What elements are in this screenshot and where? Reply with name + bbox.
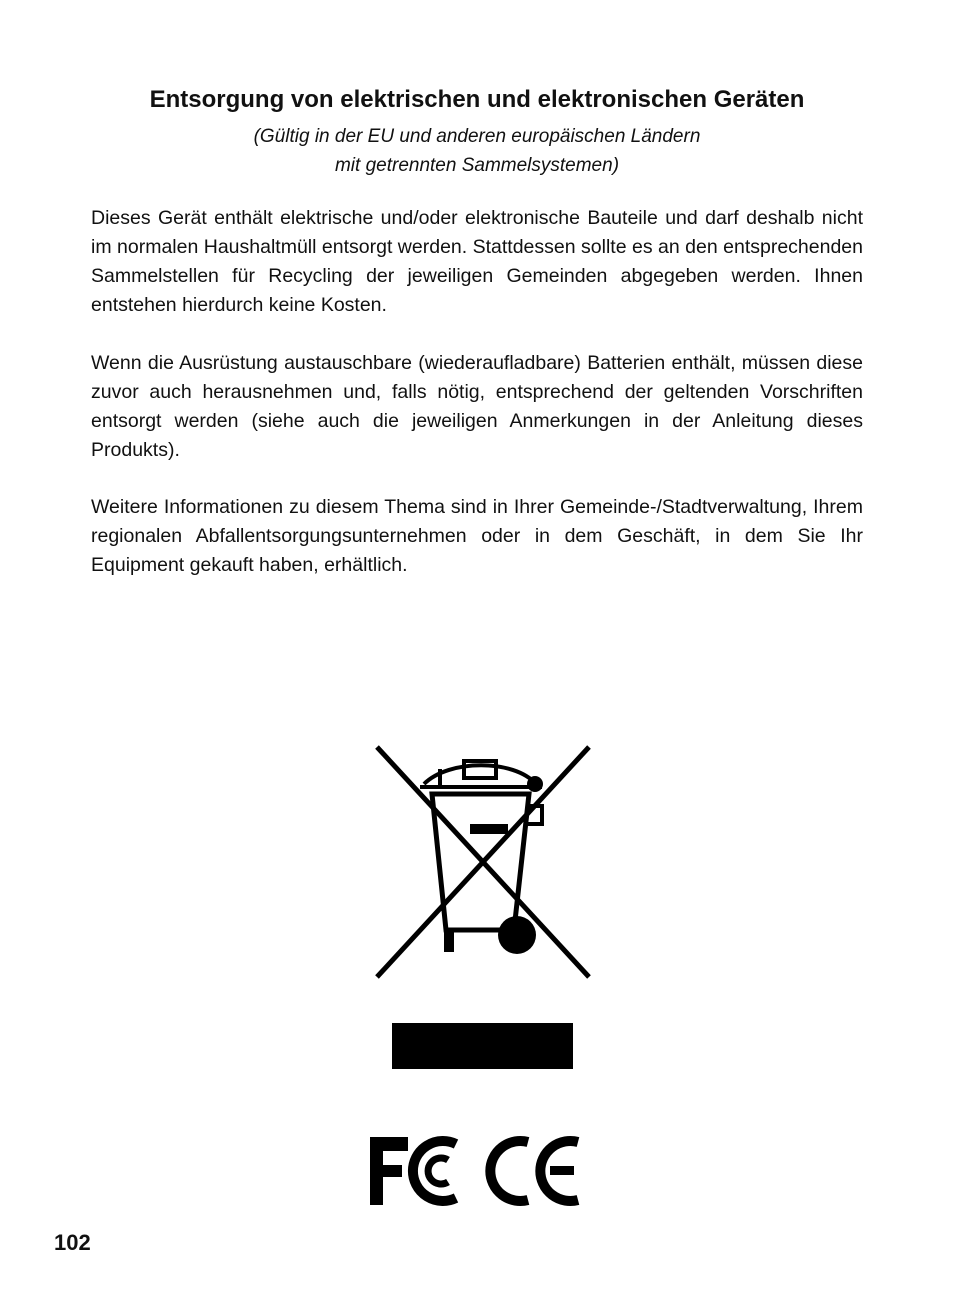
- page-number: 102: [54, 1230, 91, 1255]
- subtitle-line-2: mit getrennten Sammelsystemen): [334, 155, 620, 176]
- weee-solid-bar: [392, 1023, 573, 1069]
- paragraph-batteries: Wenn die Ausrüstung austauschbare (wiederaufladbare) Batterien enthält, müssen diese zuvor auch herausnehmen und, falls nötig, entsprechend der geltenden Vorschriften entsorgt werden (siehe auch die jeweiligen Anmerkungen in der Anleitung dieses Produkts).: [91, 352, 863, 461]
- ce-mark: [490, 1141, 578, 1201]
- subtitle-line-1: (Gültig in der EU und anderen europäischen Ländern: [253, 126, 701, 147]
- crossed-out-wheelie-bin-icon: [374, 744, 592, 980]
- paragraph-information: Weitere Informationen zu diesem Thema sind in Ihrer Gemeinde-/Stadtverwaltung, Ihrem regionalen Abfallentsorgungsunternehmen oder in dem Geschäft, in dem Sie Ihr Equipment gekauft haben, erhältlich.: [91, 496, 863, 576]
- page-title: Entsorgung von elektrischen und elektronischen Geräten: [149, 86, 805, 113]
- paragraph-disposal: Dieses Gerät enthält elektrische und/oder elektronische Bauteile und darf deshalb nicht im normalen Haushaltmüll entsorgt werden. Stattdessen sollte es an den entsprechenden Sammelstellen für Recycling der jeweiligen Gemeinden abgegeben werden. Ihnen entstehen hierdurch keine Kosten.: [91, 207, 863, 316]
- certification-logos: [368, 1134, 584, 1208]
- fcc-logo: [370, 1137, 456, 1205]
- page-subtitle: [0, 122, 954, 180]
